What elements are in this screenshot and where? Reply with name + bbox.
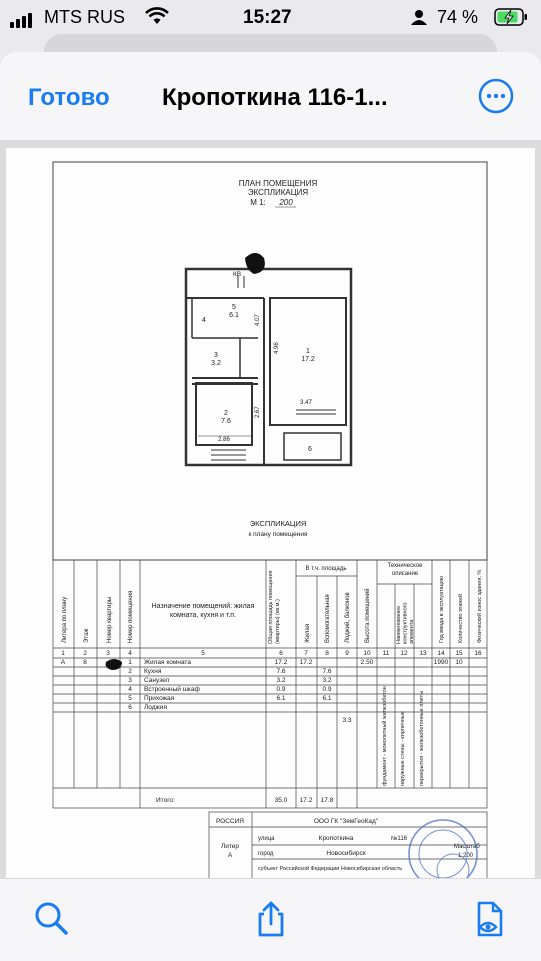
cell-height: 2.50 [360,659,374,666]
room-2-area: 7.6 [221,418,231,425]
cell-floor: 8 [83,659,87,666]
header-aux: Вспомогательная [325,594,331,643]
cell-liter: А [60,659,66,666]
cell-total: 3.2 [276,677,286,684]
markup-document-icon[interactable] [470,899,510,939]
cell-loggia: 3.3 [342,717,352,724]
stamp-scale-label: Масштаб [454,844,480,850]
col-num: 14 [437,650,445,657]
cell-aux: 6.1 [322,695,332,702]
redaction-mark [245,253,265,274]
cell-year: 1990 [433,659,449,666]
col-num: 7 [304,650,308,657]
col-num: 15 [455,650,463,657]
col-num: 3 [106,650,110,657]
stamp-street-label: улица [258,836,275,842]
note-floors: перекрытия - железобетонные плиты [419,690,425,786]
note-walls: наружные стены - кирпичные [400,711,406,786]
stamp-house: №116 [391,836,408,842]
dim-4-07: 4.07 [255,314,261,326]
room-2-num: 2 [224,410,228,417]
cell-living: 17.2 [299,659,313,666]
cellular-signal-icon [10,10,34,28]
plan-title: ПЛАН ПОМЕЩЕНИЯ [238,179,318,188]
explication-title: ЭКСПЛИКАЦИЯ [249,519,307,528]
cell-name: Кухня [144,668,162,675]
status-bar [0,0,541,36]
cell-aux: 3.2 [322,677,332,684]
room-5-area: 6.1 [229,312,239,319]
document-preview[interactable] [0,140,541,878]
header-elements: Наименование конструктивного элемента [396,602,415,644]
carrier-name: MTS RUS [44,7,125,27]
clock: 15:27 [243,7,292,28]
cell-room: 6 [128,704,132,711]
totals-total: 35.0 [274,797,288,804]
cell-total: 7.6 [276,668,286,675]
col-num: 9 [345,650,349,657]
plan-subtitle: ЭКСПЛИКАЦИЯ [247,188,309,197]
cell-room: 4 [128,686,132,693]
room-kv-label: КВ [232,271,242,278]
stamp-scale-value: 1:200 [458,853,474,859]
bottom-toolbar [0,878,541,961]
cell-name: Встроенный шкаф [144,686,200,693]
col-num: 16 [474,650,482,657]
cell-total: 0.9 [276,686,286,693]
stamp-city-value: Новосибирск [326,850,366,857]
dim-2-86: 2.86 [218,437,230,443]
col-num: 11 [382,650,390,657]
totals-aux: 17.8 [320,797,334,804]
cell-name: Жилая комната [144,659,191,666]
stamp-org: ООО ГК "ЗемГеоКад" [313,818,379,825]
room-4-num: 4 [202,317,206,324]
room-5-num: 5 [232,304,236,311]
header-room-no: Номер помещения [128,590,134,643]
header-floor: Этаж [84,628,90,643]
note-foundation: фундамент - монолитный железобетон [382,686,388,786]
header-tech: Техническое описание [387,563,423,577]
stamp-liter-value: А [227,852,233,859]
stamp-street-value: Кропоткина [318,835,354,842]
cell-aux: 7.6 [322,668,332,675]
cell-name: Прихожая [144,695,175,702]
header-incl-area: В т.ч. площадь [305,566,347,572]
stamp-liter-label: Литер [220,843,240,850]
col-num: 5 [201,650,205,657]
more-options-icon[interactable] [478,78,514,114]
document-title: Кропоткина 116-1... [162,84,388,111]
share-icon[interactable] [251,899,291,939]
wifi-icon [145,7,169,30]
col-num: 12 [400,650,408,657]
floor-plan [186,269,351,465]
header-floors: Количество этажей [458,593,464,643]
header-loggia: Лоджий, балконов [345,592,351,643]
header-purpose: Назначение помещений: жилая комната, кухня и т.п. [151,603,255,619]
stamp-country: РОССИЯ [215,818,245,825]
header-total-area: Общая площадь помещения (квартиры) (кв.м.) [268,570,281,644]
col-num: 6 [279,650,283,657]
stamp-city-label: город [258,851,274,857]
header-flat-no: Номер квартиры [107,596,113,643]
stamp-subject: субъект Российской Федерации Новосибирская область [258,866,403,872]
cell-room: 5 [128,695,132,702]
battery-charging-icon [494,7,528,32]
cell-name: Санузел [144,677,170,684]
header-wear: Физический износ здания, % [477,569,483,643]
col-num: 8 [325,650,329,657]
dim-3-47: 3.47 [300,400,312,406]
cell-name: Лоджия [144,704,168,711]
dim-4-96: 4.96 [274,342,280,354]
person-icon [410,9,428,30]
cell-floors: 10 [455,659,463,666]
search-icon[interactable] [32,899,72,939]
battery-percent: 74 % [437,7,479,27]
room-3-area: 3.2 [211,360,221,367]
cell-room: 2 [128,668,132,675]
header-liter: Литера по плану [62,596,68,643]
room-6-num: 6 [308,446,312,453]
room-1-num: 1 [306,348,310,355]
cell-total: 17.2 [274,659,288,666]
room-3-num: 3 [214,352,218,359]
cell-room: 1 [128,659,132,666]
done-button[interactable]: Готово [28,84,110,111]
scale-label: М 1: [250,198,266,207]
room-1-area: 17.2 [301,356,315,363]
totals-living: 17.2 [299,797,313,804]
cell-aux: 0.9 [322,686,332,693]
col-num: 2 [83,650,87,657]
col-num: 13 [419,650,427,657]
cell-total: 6.1 [276,695,286,702]
col-num: 4 [128,650,132,657]
col-num: 1 [61,650,65,657]
cell-room: 3 [128,677,132,684]
header-year: Год ввода в эксплуатацию [439,576,445,643]
col-num: 10 [363,650,371,657]
floor-plan-page [6,148,535,888]
scale-value: 200 [279,198,293,207]
redaction-mark [106,659,122,670]
header-living: Жилая [305,624,311,643]
totals-label: Итого: [156,797,175,804]
dim-2-67: 2.67 [255,406,261,418]
header-height: Высота помещений [365,588,371,643]
explication-subtitle: к плану помещения [248,531,308,538]
